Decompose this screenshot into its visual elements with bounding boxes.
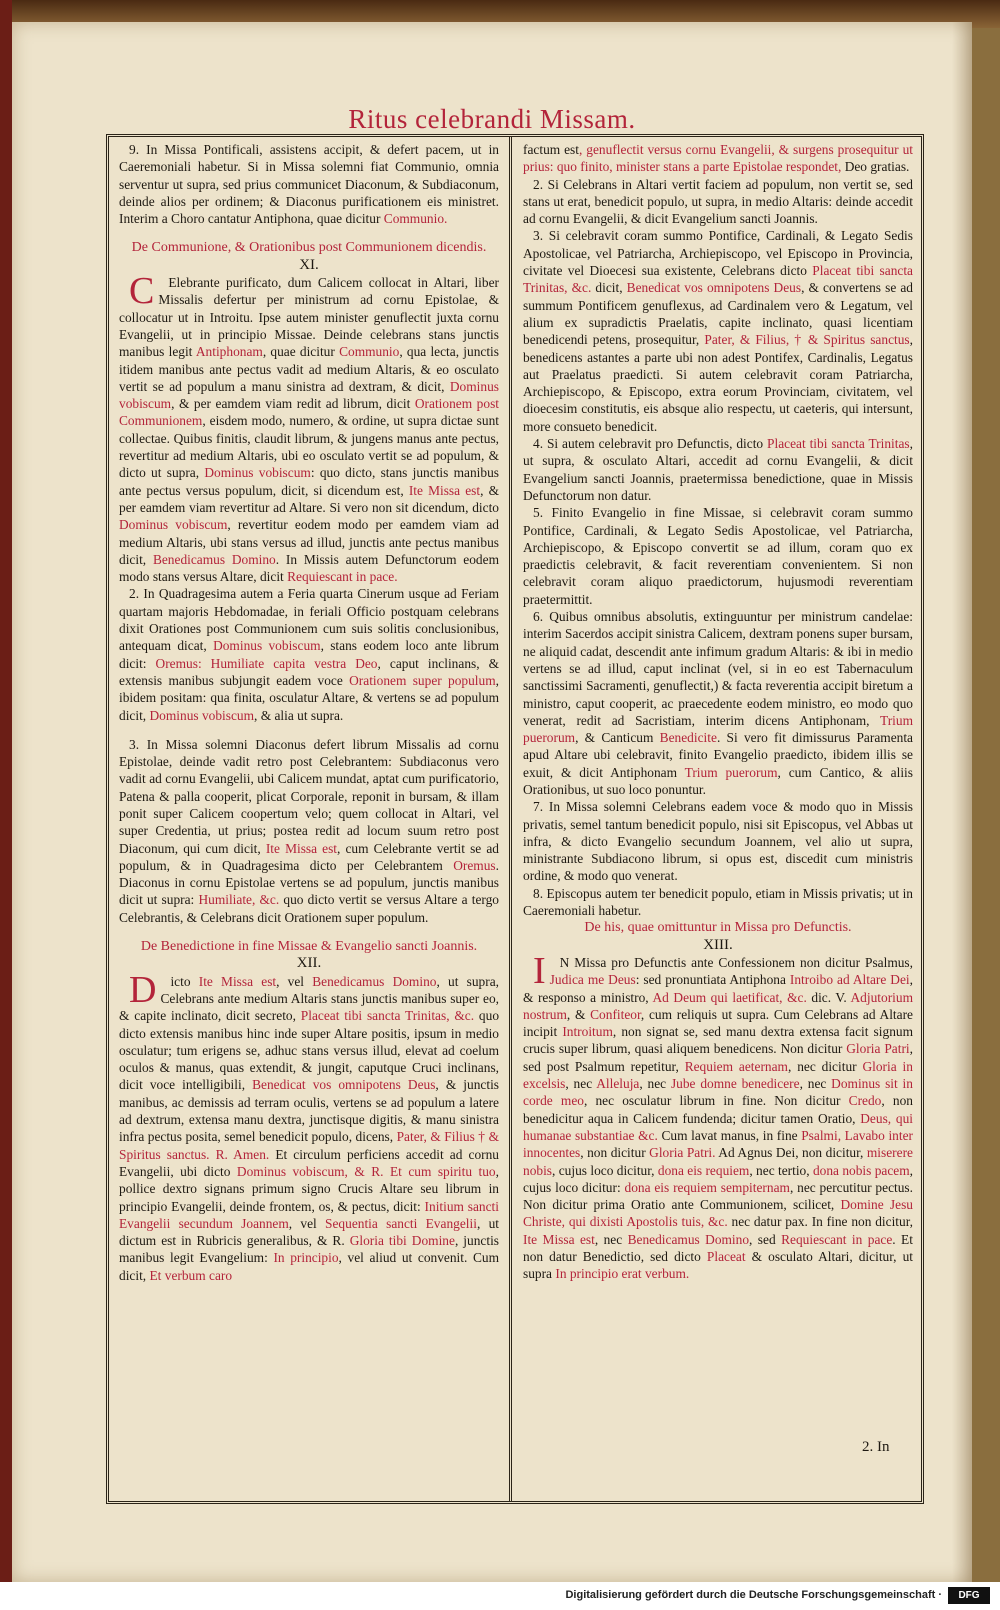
rubric-text: Deus, qui humanae substantiae &c. [523,1110,913,1143]
body-text: , pollice dextro signans primum signo Crucis Altare seu librum in principio Evangelii, deinde frontem, os, & pectus, dicit: [119,1163,499,1214]
body-text: 2. Si Celebrans in Altari vertit faciem ad populum, non vertit se, sed stans ut erat, benedicit populo, ut supra, in medio Altaris: deinde accedit ad cornu Evangelii, & dicit Evangelium sancti Joannis. [523,176,913,227]
paragraph [119,270,500,585]
left-column [119,141,499,1284]
body-text: , revertitur eodem modo per eamdem viam ad medium Altaris, ubi stans versus ad illud, junctis ante pectus manibus dicit, [119,517,499,567]
rubric-text: Alleluja [596,1076,640,1092]
body-text: , & per eamdem viam redit ad librum, dicit [171,396,415,412]
rubric-text: Oremus: Humiliate capita vestra Deo [155,655,378,671]
rubric-text: Confiteor [590,1006,641,1022]
paragraph [523,141,913,176]
rubric-text: Gloria Patri [846,1041,910,1057]
body-text: . Diaconus in cornu Epistolae vertens se ad populum, junctis manibus dicit ut supra: [119,857,499,908]
rubric-text: Communio. [383,211,448,227]
body-text: 5. Finito Evangelio in fine Missae, si celebravit coram summo Pontifice, Cardinali, & Legato Sedis Apostolicae, vel Patriarcha, Archiepiscopo, & Episcopo convertit se ad illum, coram quo ex praedictis celebravit, & facit reverentiam convenientem. Si non celebravit coram aliquo praedictorum, hujusmodi reverentiam praetermittit. [523,505,913,607]
rubric-text: Et verbum caro [149,1267,233,1283]
text-frame [106,134,924,1504]
drop-cap: I [533,949,546,992]
rubric-text: Pater, & Filius † & Spiritus sanctus. R. Amen. [119,1129,499,1162]
rubric-text: Trium puerorum [523,712,913,746]
rubric-text: Benedicite [659,730,717,746]
body-text: , vel aliud ut convenit. Cum dicit, [119,1250,499,1283]
body-text: , stans eodem loco ante librum dicit: [119,638,500,671]
rubric-text: Placeat [706,1249,746,1264]
rubric-text: Gloria Patri. [649,1145,716,1161]
body-text: : quo dicto, stans junctis manibus ante pectus versus populum, dicit, si dicendum est, [119,465,499,498]
body-text: quo dicto extensis manibus hinc inde super Altare positis, ipsum in medio osculatur; tum erigens se, adhuc stans versus illud, elevat ad coelum oculos & manus, quas extendit, & jungit, caputque Cruci inclinans, dicit voce intelligibili, [119,1008,500,1093]
rubric-text: In principio erat verbum. [555,1266,690,1282]
body-text: icto [170,973,199,989]
body-text: , sed post Psalmum repetitur, [523,1041,913,1074]
body-text: , benedicens astantes a parte ubi non adest Pontifex, Cardinalis, Legatus aut Praelatus praedicti. Si autem celebravit coram Patriarcha, Archiepiscopo, & Episcopo, extra eorum Provinciam, civitatem, vel dioecesim constitutis, eis absque alio respectu, ut caeteris, qui intersunt, more consueto benedicit. [523,332,913,434]
body-text: , ut supra, Celebrans ante medium Altaris stans junctis manibus super eo, & capite inclinato, dicit secreto, [119,973,499,1024]
paragraph [523,227,913,435]
body-text: , nec osculatur librum in fine. Non dicitur [583,1093,849,1109]
rubric-text: Introibo ad Altare Dei [789,972,910,988]
rubric-text: dona eis requiem [657,1162,750,1178]
dfg-logo: DFG [948,1587,990,1604]
rubric-text: dona nobis pacem [812,1162,910,1178]
body-text: , ut dictum est in Rubricis generalibus, & R. [119,1215,499,1249]
rubric-text: Antiphonam [195,344,263,360]
body-text: Deo gratias. [844,159,910,175]
body-text: , sed [749,1231,782,1247]
body-text: , vel [288,1215,326,1231]
rubric-text: Placeat tibi sancta Trinitas, &c. [300,1008,475,1024]
body-text: factum est [523,142,579,157]
section-heading: De Benedictione in fine Missae & Evangelio sancti Joannis. [140,939,478,955]
rubric-text: Placeat tibi sancta Trinitas, &c. [523,263,914,296]
section-number: XI. [299,256,319,273]
rubric-text: Requiescant in pace [781,1231,893,1247]
rubric-text: In principio [273,1250,339,1266]
rubric-text: Benedicamus Domino [627,1231,750,1247]
page-fold-shadow [952,22,972,1582]
body-text: & osculato Altari, dicitur, ut supra [523,1249,913,1282]
rubric-text: Dominus vobiscum [119,378,499,412]
funding-credit: Digitalisierung gefördert durch die Deutsche Forschungsgemeinschaft · [565,1589,942,1601]
body-text: , cujus loco dicitur, [552,1162,658,1178]
rubric-text: Sequentia sancti Evangelii [325,1215,477,1231]
body-text: , ibidem positam: qua finita, osculatur Altare, & vertens se ad populum dicit, [119,672,499,723]
rubric-text: Requiescant in pace. [287,569,398,585]
rubric-text: Ite Missa est [198,973,277,989]
paragraph [119,736,499,926]
body-text: , nec tertio, [749,1162,813,1178]
rubric-text: Dominus vobiscum [119,517,228,533]
rubric-text: Dominus vobiscum [213,638,321,654]
body-text: , & Canticum [575,730,660,746]
body-text: , nec [594,1231,628,1247]
body-text: , cum reliquis ut supra. Cum Celebrans ad Altare incipit [523,1006,913,1040]
body-text: , cum Cantico, & aliis Orationibus, ut suo loco ponuntur. [523,764,913,797]
body-text: 9. In Missa Pontificali, assistens accipit, & defert pacem, ut in Caeremoniali habetur. Si in Missa solemni fiat Communio, omnia serventur ut supra, sed prius communicet Diaconum, & Subdiaconum, deinde alios per ordinem; & Diaconus purificationem eis ministret. Interim a Choro cantatur Antiphona, quae dicitur [119,142,499,227]
running-header: Ritus celebrandi Missam. [348,104,636,134]
rubric-text: Placeat tibi sancta Trinitas [767,436,910,452]
body-text: , cujus loco dicitur: [523,1162,913,1195]
paragraph [523,885,913,920]
rubric-text: Oremus [453,857,496,873]
rubric-text: Psalmi, Lavabo inter innocentes [523,1127,913,1161]
body-text: dic. V. [806,989,851,1005]
body-text: , nec percutitur pectus. Non dicitur prima Oratio ante Communionem, scilicet, [523,1179,913,1213]
body-text: 3. In Missa solemni Diaconus defert librum Missalis ad cornu Epistolae, deinde vadit retro post Celebrantem: Subdiaconus vero vadit ad cornu Evangelii, ubi Calicem mundat, aptat cum purificatorio, Patena & palla cooperit, plicat Corporale, reponit in bursam, & illam ponit super Calicem coopertum velo; quem collocat in Altari, vel super Credentia, ut prius; postea redit ad locum suum retro post Diaconum, qui cum dicit, [119,736,499,856]
rubric-text: Gloria tibi Domine [349,1233,455,1249]
footer-bar [0,1582,1000,1610]
paragraph [523,435,913,504]
body-text: nec datur pax. In fine non dicitur, [727,1214,913,1230]
rubric-text: Communio [339,344,400,360]
rubric-text: Initium sancti Evangelii secundum Joannem [119,1198,500,1231]
section-heading: De Communione, & Orationibus post Communionem dicendis. [131,240,487,256]
body-text: , eisdem modo, numero, & ordine, ut supra dictae sunt collectae. Quibus finitis, claudit librum, & jungens manus ante pectus, revertitur ad medium Altaris, ubi eo osculato vertit se ad populum, & dicto ut supra, [119,413,499,481]
body-text: Et circulum perficiens accedit ad cornu Evangelii, ubi dicto [119,1146,499,1179]
paragraph [119,585,499,723]
body-text: , quae dicitur [262,344,340,360]
body-text: , & per eamdem viam revertitur ad Altare. Si vero non sit dicendum, dicto [119,482,500,515]
body-text: , ut supra, & osculato Altari, accedit ad cornu Evangelii, & dicit Evangelium sancti Joannis, praetermissa benedictione, quae in Missis Defunctorum non datur. [523,436,913,503]
body-text: 2. In Quadragesima autem a Feria quarta Cinerum usque ad Feriam quartam majoris Hebdomadae, in feriali Officio postquam celebrans dixit Orationes post Communionem cum suis solitis conclusionibus, antequam dicat, [119,586,499,654]
rubric-text: miserere nobis [523,1145,913,1178]
column-divider [509,137,512,1501]
rubric-text: Judica me Deus [549,972,636,988]
body-text: , nec dicitur [787,1058,863,1074]
body-text: , vel [276,973,313,989]
rubric-text: Benedicat vos omnipotens Deus [252,1077,436,1093]
rubric-text: Benedicamus Domino [312,973,437,989]
rubric-text: Ad Deum qui laetificat, &c. [652,989,807,1005]
paragraph [523,949,914,1283]
rubric-text: Ite Missa est [523,1231,595,1247]
rubric-text: Dominus vobiscum [149,707,255,723]
rubric-text: Domine Jesu Christe, qui dixisti Apostolis tuis, &c. [523,1197,913,1230]
body-text: 3. Si celebravit coram summo Pontifice, Cardinali, & Legato Sedis Apostolicae, vel Patriarcha, Archiepiscopo, vel Episcopo in Provincia, civitate vel Dioecesi sua existente, Celebrans dicto [523,228,913,279]
body-text: , non benedicitur aqua in Calicem fundenda; dicitur tamen Oratio, [523,1093,913,1126]
paragraph [523,798,913,884]
body-text: 4. Si autem celebravit pro Defunctis, dicto [533,436,768,452]
paragraph [119,141,499,227]
rubric-text: Jube domne benedicere [670,1076,800,1092]
rubric-text: Dominus vobiscum [204,465,311,481]
rubric-text: Ite Missa est [408,482,481,498]
rubric-text: Dominus sit in corde meo [523,1076,913,1109]
body-text: 6. Quibus omnibus absolutis, extinguuntur per ministrum candelae: interim Sacerdos accipit sinistra Calicem, dextram ponens super bursam, ne aliquid cadat, descendit ante infimum gradum Altaris: & ibi in medio vertens se ad illud, caput inclinat (vel, si in eo est Tabernaculum sanctissimi Sacramenti, genuflectit,) & facta reverentia accipit biretum a ministro, caput cooperit, ac praecedente eodem ministro, eo modo quo venerat, redit ad Sacristiam, interim dicens Antiphonam, [523,609,913,728]
catchword: 2. In [862,1439,890,1455]
book-page [12,22,972,1582]
paragraph [523,504,913,608]
body-text: , cum Celebrante vertit se ad populum, & in Quadragesima dicto per Celebrantem [119,840,499,873]
rubric-text: Benedicat vos omnipotens Deus [626,280,802,296]
section-number: XII. [296,955,322,972]
body-text: Ad Agnus Dei, non dicitur, [715,1145,867,1161]
body-text: 7. In Missa solemni Celebrans eadem voce & modo quo in Missis privatis, semel tantum benedicit populo, nisi sit Episcopus, vel Abbas ut infra, & dicto Evangelio secundum Joannem, vel alio ut supra, ministrante Subdiacono librum, si opus est, discedit cum ministris ordine, & modo quo venerat. [523,799,913,884]
drop-cap: C [129,270,155,313]
paragraph [523,176,913,228]
rubric-text: dona eis requiem sempiternam [624,1179,790,1195]
body-text: Elebrante purificato, dum Calicem collocat in Altari, liber Missalis defertur per ministrum ad cornu Epistolae, & collocatur ut in Introitu. Ipse autem minister genuflectit juxta cornu Evangelii, ut in principio Missae. Deinde celebrans stans junctis manibus legit [119,275,499,360]
rubric-text: Pater, & Filius, † & Spiritus sanctus [704,332,910,348]
rubric-text: Orationem super populum [349,672,496,688]
right-column [523,141,913,1283]
rubric-text: , genuflectit versus cornu Evangelii, & surgens prosequitur ut prius: quo finito, minister stans a parte Epistolae respondet, [523,142,913,175]
body-text: . Si vero fit dimissurus Paramenta apud Altare ubi celebravit, finito Evangelio praedicto, ibidem illis se exuit, & dicit Antiphonam [523,730,913,780]
rubric-text: Dominus vobiscum, & R. Et cum spiritu tuo [236,1163,496,1179]
rubric-text: Credo [848,1093,882,1109]
rubric-text: Introitum [562,1024,613,1040]
body-text: , & responso a ministro, [523,972,913,1005]
rubric-text: Benedicamus Domino [152,551,276,567]
body-text: , qua lecta, junctis itidem manibus ante pectus vadit ad medium Altaris, & eo osculato vertit se ad populum a manu sinistra ad dextram, & dicit, [119,344,499,394]
rubric-text: Humiliate, &c. [198,892,280,908]
body-text: quo dicto vertit se versus Altare a tergo Celebrantis, & Celebrans dicit Orationem super populum. [119,892,500,925]
body-text: , & convertens se ad summum Pontificem genuflexus, ad Cardinalem vero & Legatum, vel alium ex supradictis Praelatis, capite inclinato, quasi licentiam benedicendi petens, prosequitur, [523,280,913,348]
body-text: , & junctis manibus, ac demissis ad terram oculis, vertens se ad populum a latere ad dextrum, extensa manu dextra, junctisque digitis, & manu sinistra infra pectus posita, semel benedicit populo, dicens, [119,1077,499,1145]
body-text: , nec [565,1076,597,1092]
body-text: dicit, [591,280,627,296]
rubric-text: Requiem aeternam [684,1058,788,1074]
body-text: , caput inclinans, & extensis manibus subjungit eadem voce [119,655,500,688]
rubric-text: Ite Missa est [265,840,338,856]
body-text: : sed pronuntiata Antiphona [635,972,790,988]
rubric-text: Gloria in excelsis [523,1058,913,1092]
drop-cap: D [129,968,157,1011]
section-heading: De his, quae omittuntur in Missa pro Defunctis. [584,920,852,936]
body-text: , & [566,1006,591,1022]
body-text: N Missa pro Defunctis ante Confessionem non dicitur Psalmus, [559,954,913,970]
body-text: , non signat se, sed manu dextra extensa facit signum crucis super librum, quasi aliquem benedicens. Non dicitur [523,1024,913,1057]
body-text: 8. Episcopus autem ter benedicit populo, etiam in Missis privatis; ut in Caeremoniali habetur. [523,885,913,919]
book-spine [0,0,12,1610]
body-text: . In Missis autem Defunctorum eodem modo stans versus Altare, dicit [119,551,499,585]
paragraph [119,968,500,1284]
body-text: Cum lavat manus, in fine [657,1127,802,1143]
body-text: . Et non datur Benedictio, sed dicto [523,1231,913,1264]
body-text: , & alia ut supra. [254,707,344,723]
rubric-text: Adjutorium nostrum [523,989,914,1022]
body-text: , nec [639,1076,671,1092]
body-text: , junctis manibus legit Evangelium: [119,1233,500,1266]
rubric-text: Trium puerorum [684,764,778,780]
body-text: , nec [799,1076,832,1092]
section-number: XIII. [703,936,733,953]
rubric-text: Orationem post Communionem [119,396,500,429]
paragraph [523,608,913,798]
body-text: , non dicitur [580,1145,650,1161]
